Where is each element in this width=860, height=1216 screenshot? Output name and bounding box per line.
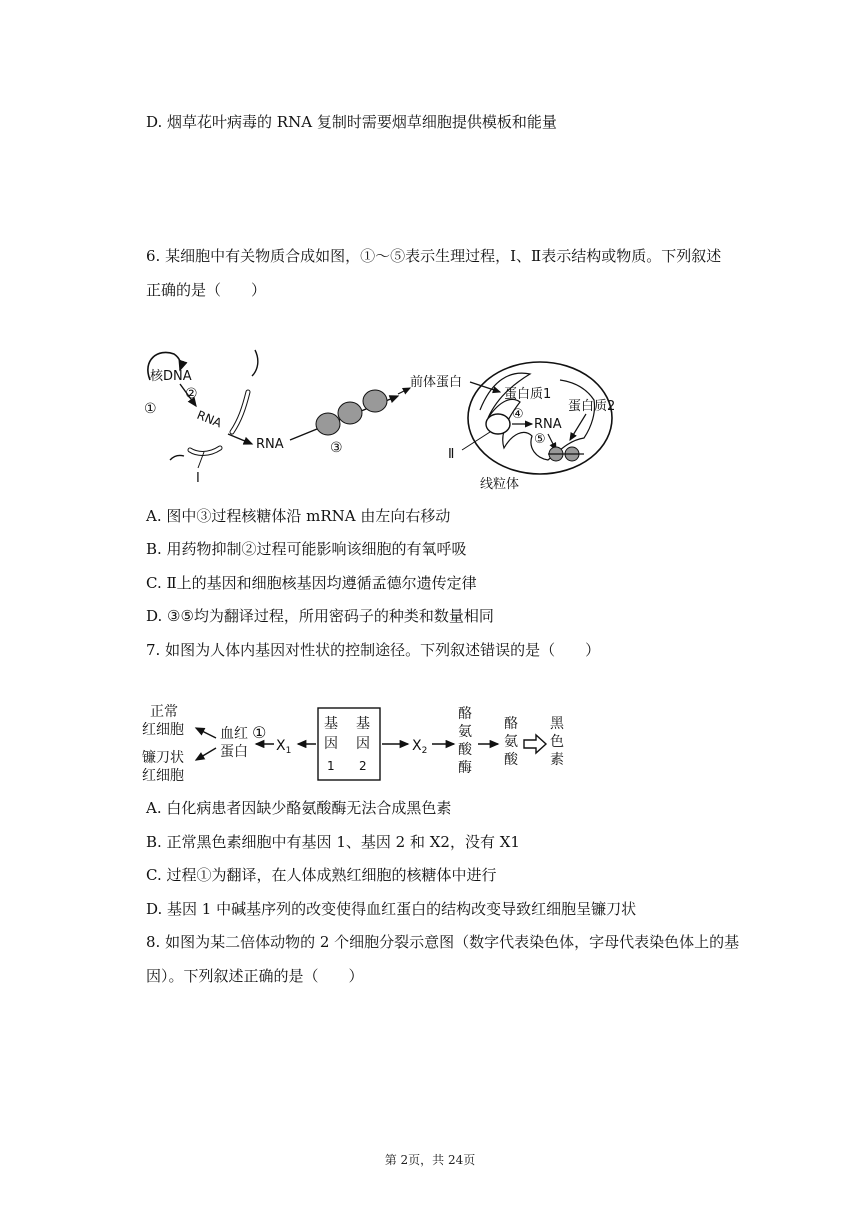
- melanin-char-1: 黑: [550, 716, 564, 732]
- label-x2: $X_2$: [412, 738, 428, 756]
- enzyme-char-1: 酪: [458, 706, 472, 722]
- label-protein-2: 蛋白质2: [568, 399, 616, 414]
- label-process-5: ⑤: [534, 432, 546, 447]
- label-process-4: ④: [512, 407, 524, 422]
- label-normal-2: 红细胞: [142, 722, 184, 738]
- label-protein-1: 蛋白质1: [504, 387, 552, 402]
- label-rna-diagonal: RNA: [194, 407, 224, 431]
- tyrosine-char-2: 氨: [504, 734, 518, 750]
- gene-1-char-1: 基: [324, 716, 338, 732]
- q7-stem: 7. 如图为人体内基因对性状的控制途径。下列叙述错误的是（ ）: [146, 641, 601, 659]
- q6-option-d: D. ③⑤均为翻译过程，所用密码子的种类和数量相同: [146, 607, 494, 625]
- q6-stem-line2: 正确的是（ ）: [146, 281, 267, 299]
- gene-2-char-3: 2: [359, 759, 367, 773]
- label-rna: RNA: [256, 437, 284, 452]
- melanin-char-2: 色: [550, 734, 564, 750]
- label-structure-II: Ⅱ: [448, 447, 455, 462]
- q7-option-b: B. 正常黑色素细胞中有基因 1、基因 2 和 X2，没有 X1: [146, 833, 520, 851]
- label-sickle-2: 红细胞: [142, 768, 184, 784]
- q8-stem-line2: 因）。下列叙述正确的是（ ）: [146, 967, 364, 985]
- gene-2-char-2: 因: [356, 736, 370, 752]
- label-precursor-protein: 前体蛋白: [410, 375, 463, 390]
- q7-figure: [140, 700, 610, 790]
- gene-2-char-1: 基: [356, 716, 370, 732]
- gene-1-char-3: 1: [327, 759, 335, 773]
- melanin-char-3: 素: [550, 752, 564, 768]
- gene-1-char-2: 因: [324, 736, 338, 752]
- q6-option-a: A. 图中③过程核糖体沿 mRNA 由左向右移动: [146, 507, 451, 525]
- q7-option-a: A. 白化病患者因缺少酪氨酸酶无法合成黑色素: [146, 799, 452, 817]
- q6-stem-line1: 6. 某细胞中有关物质合成如图，①～⑤表示生理过程，Ⅰ、Ⅱ表示结构或物质。下列叙述: [146, 247, 722, 265]
- label-rna-mito: RNA: [534, 417, 562, 432]
- label-process-3: ③: [330, 440, 343, 456]
- q7-option-c: C. 过程①为翻译，在人体成熟红细胞的核糖体中进行: [146, 866, 497, 884]
- q7-option-d: D. 基因 1 中碱基序列的改变使得血红蛋白的结构改变导致红细胞呈镰刀状: [146, 900, 637, 918]
- label-hemoglobin-2: 蛋白: [220, 744, 248, 760]
- enzyme-char-3: 酸: [458, 742, 472, 758]
- tyrosine-char-3: 酸: [504, 752, 518, 768]
- label-process-1: ①: [144, 401, 157, 417]
- label-process-2: ②: [185, 386, 198, 402]
- q8-stem-line1: 8. 如图为某二倍体动物的 2 个细胞分裂示意图（数字代表染色体，字母代表染色体上的基: [146, 933, 740, 951]
- q6-option-b: B. 用药物抑制②过程可能影响该细胞的有氧呼吸: [146, 540, 467, 558]
- enzyme-char-2: 氨: [458, 724, 472, 740]
- label-x1: $X_1$: [276, 738, 292, 756]
- label-process-1: ①: [252, 723, 267, 742]
- q6-figure: [140, 340, 620, 500]
- q6-option-c: C. Ⅱ上的基因和细胞核基因均遵循孟德尔遗传定律: [146, 574, 477, 592]
- page-footer: 第 2页，共 24页: [384, 1153, 476, 1167]
- label-hemoglobin-1: 血红: [220, 726, 248, 742]
- label-nuclear-dna: 核DNA: [150, 369, 192, 384]
- label-normal-1: 正常: [150, 704, 178, 720]
- label-sickle-1: 镰刀状: [142, 750, 184, 766]
- label-mitochondrion: 线粒体: [480, 477, 520, 492]
- q5-option-d: D. 烟草花叶病毒的 RNA 复制时需要烟草细胞提供模板和能量: [146, 113, 557, 131]
- label-structure-I: I: [196, 471, 200, 486]
- tyrosine-char-1: 酪: [504, 716, 518, 732]
- enzyme-char-4: 酶: [458, 760, 472, 776]
